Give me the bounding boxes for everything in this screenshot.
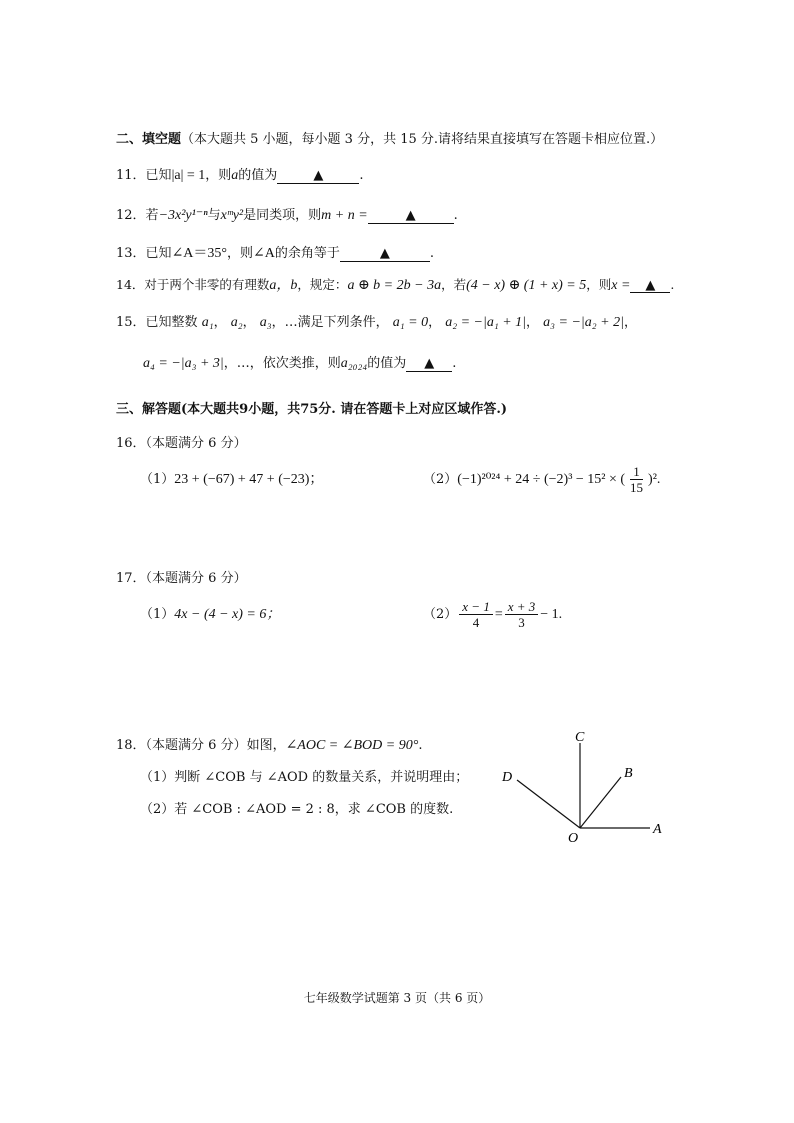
q15-a1: a₁ — [201, 315, 214, 330]
q16-fraction — [627, 464, 646, 495]
section2-header — [116, 131, 663, 149]
q17-equals: = — [494, 607, 503, 622]
question-14 — [116, 276, 674, 295]
q15-cond3: a₃ = −|a₂ + 2| — [543, 315, 624, 330]
question-17-part2 — [423, 598, 562, 632]
q14-end: . — [670, 277, 675, 292]
part-label: （1） — [140, 472, 175, 487]
fraction-denominator: 15 — [630, 480, 644, 495]
question-11 — [116, 167, 363, 185]
q14-text: ，若 — [441, 277, 467, 292]
fraction-numerator: x + 3 — [505, 599, 539, 615]
fraction-denominator: 4 — [472, 615, 480, 630]
part-label: （2） — [423, 607, 458, 622]
question-16-part1 — [140, 471, 323, 489]
page-footer: 七年级数学试题第 3 页（共 6 页） — [303, 991, 491, 1005]
fraction-numerator: x − 1 — [459, 599, 493, 615]
section2-note: （本大题共 5 小题，每小题 3 分，共 15 分.请将结果直接填写在答题卡相应位置.） — [181, 132, 664, 147]
answer-triangle-icon: ▲ — [379, 246, 390, 261]
q12-term1: −3x²y¹⁻ⁿ — [158, 208, 208, 223]
q15-cond1: a₁ = 0 — [392, 315, 429, 330]
question-18-title — [116, 737, 422, 755]
q17-fraction-2 — [505, 599, 539, 630]
ray-od — [517, 780, 580, 828]
q18-end: . — [418, 738, 423, 753]
question-12 — [116, 207, 458, 225]
q12-end: . — [453, 208, 458, 223]
q15-text: ，…满足下列条件， — [271, 315, 389, 330]
q15-text: 的值为 — [367, 356, 407, 371]
question-16-title: 16．（本题满分 6 分） — [116, 436, 247, 451]
q12-answer-blank[interactable] — [368, 207, 454, 224]
q16-part2-expression-b: )². — [648, 472, 661, 487]
part-label: （1） — [140, 607, 175, 622]
question-15-line1: 15．已知整数 a₁， a₂， a₃，…满足下列条件， a₁ = 0， a₂ = −|a₁ + 1|， a₃ = −|a₂ + 2|， — [116, 315, 637, 330]
answer-triangle-icon: ▲ — [313, 168, 324, 183]
q13-answer-blank[interactable] — [340, 245, 430, 262]
question-number: 13． — [116, 246, 146, 261]
answer-triangle-icon: ▲ — [645, 278, 656, 293]
answer-triangle-icon: ▲ — [405, 208, 416, 223]
q18-text: 18．（本题满分 6 分）如图， — [116, 738, 286, 753]
q14-text: ，则 — [586, 277, 612, 292]
section3-header — [116, 401, 507, 419]
q11-condition: |a| = 1 — [171, 168, 206, 183]
q13-end: . — [429, 246, 435, 261]
q11-text: ，则 — [205, 168, 232, 183]
section3-note: (本大题共9小题，共75分. 请在答题卡上对应区域作答.) — [181, 402, 508, 417]
q13-condition: ∠A＝35° — [171, 246, 228, 261]
angle-figure — [495, 725, 695, 855]
q17-tail: − 1. — [540, 607, 563, 622]
q11-text: 的值为 — [238, 168, 278, 183]
q17-part1-expression: 4x − (4 − x) = 6； — [174, 607, 281, 622]
q12-text: 若 — [145, 208, 159, 223]
q12-term2: xᵐy² — [220, 208, 244, 223]
section3-heading: 三、解答题 — [116, 402, 182, 417]
question-number: 15． — [116, 315, 146, 330]
question-18-part2: （2）若 ∠COB : ∠AOD = 2 : 8，求 ∠COB 的度数. — [140, 802, 454, 817]
question-15-line2 — [143, 355, 456, 373]
q15-end: . — [452, 356, 457, 371]
q14-equation: (4 − x) ⊕ (1 + x) = 5 — [466, 278, 587, 293]
section2-heading: 二、填空题 — [116, 132, 182, 147]
q13-text: ，则 — [227, 246, 254, 261]
q17-fraction-1 — [459, 599, 493, 630]
label-c: C — [575, 730, 585, 745]
q11-text: 已知 — [145, 168, 172, 183]
q15-text: 已知整数 — [145, 315, 198, 330]
q14-text: 对于两个非零的有理数 — [144, 277, 270, 292]
question-17-title: 17．（本题满分 6 分） — [116, 571, 247, 586]
fraction-denominator: 3 — [518, 615, 525, 630]
q16-part2-expression-a: (−1)²⁰²⁴ + 24 ÷ (−2)³ − 15² × ( — [457, 472, 626, 487]
q14-rule: a ⊕ b = 2b − 3a — [347, 278, 442, 293]
question-17-part1 — [140, 606, 280, 624]
q14-variables: a，b — [269, 278, 298, 293]
q13-angle: ∠A — [253, 246, 275, 261]
question-18-part1: （1）判断 ∠COB 与 ∠AOD 的数量关系，并说明理由； — [140, 770, 469, 785]
q15-cond2: a₂ = −|a₁ + 1| — [445, 315, 527, 330]
label-o: O — [568, 831, 579, 846]
question-number: 14． — [116, 277, 145, 292]
q15-cond4: a₄ = −|a₃ + 3| — [143, 356, 224, 371]
label-b: B — [624, 766, 633, 781]
q15-a2: a₂ — [230, 315, 243, 330]
q12-text: 是同类项，则 — [243, 208, 322, 223]
q18-condition: ∠AOC = ∠BOD = 90° — [285, 738, 419, 753]
question-number: 11． — [116, 168, 146, 183]
q15-a3: a₃ — [259, 315, 272, 330]
q15-answer-blank[interactable] — [406, 355, 452, 372]
q15-target: a₂₀₂₄ — [340, 356, 368, 371]
q13-text: 的余角等于 — [274, 246, 340, 261]
label-a: A — [653, 822, 662, 837]
q14-answer-blank[interactable] — [630, 276, 670, 293]
question-number: 12． — [116, 208, 146, 223]
q14-text: ，规定： — [297, 277, 348, 292]
part-label: （2） — [423, 472, 458, 487]
question-13 — [116, 245, 434, 263]
q12-text: 与 — [207, 208, 221, 223]
q15-text: ，…，依次类推，则 — [223, 356, 341, 371]
q14-ask: x = — [611, 278, 631, 293]
q12-expression: m + n = — [321, 208, 368, 223]
ray-ob — [580, 777, 621, 828]
label-d: D — [502, 770, 513, 785]
q11-answer-blank[interactable] — [277, 167, 359, 184]
question-16-part2 — [423, 464, 660, 496]
q11-end: . — [359, 168, 364, 183]
answer-triangle-icon: ▲ — [424, 356, 435, 371]
q13-text: 已知 — [145, 246, 172, 261]
fraction-numerator: 1 — [630, 464, 643, 480]
q16-part1-expression: 23 + (−67) + 47 + (−23)； — [174, 472, 324, 487]
q11-variable: a — [231, 168, 239, 183]
